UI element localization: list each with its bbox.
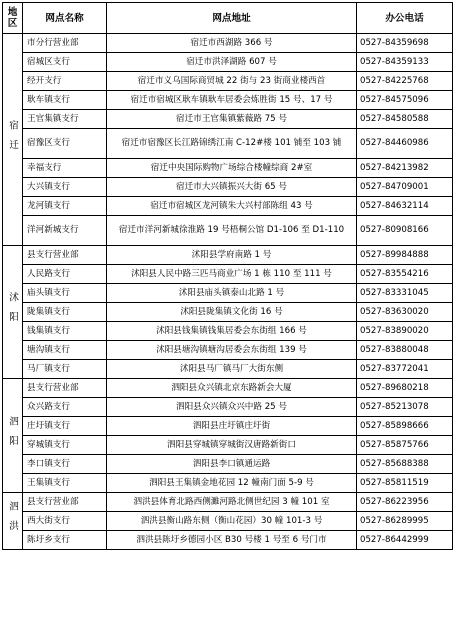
branch-name-cell: 幸福支行: [23, 159, 107, 178]
table-row: [3, 34, 453, 53]
table-row: [3, 91, 453, 110]
branch-address-cell: 泗阳县庄圩镇庄圩街: [107, 417, 357, 436]
branch-address-cell: 泗洪县衡山路东侧（衡山花园）30 幢 101-3 号: [107, 512, 357, 531]
table-row: [3, 493, 453, 512]
branch-address-cell: 泗洪县陈圩乡德园小区 B30 号楼 1 号至 6 号门市: [107, 531, 357, 550]
table-row: [3, 178, 453, 197]
branch-address-cell: 沭阳县人民中路三匹马商业广场 1 栋 110 至 111 号: [107, 265, 357, 284]
branch-address-cell: 宿迁市王官集镇紫薇路 75 号: [107, 110, 357, 129]
table-row: [3, 455, 453, 474]
table-row: [3, 246, 453, 265]
header-region: 地区: [3, 3, 23, 34]
region-cell: 沭阳: [3, 246, 23, 379]
branch-address-cell: 泗洪县体育北路西侧濉河路北侧世纪园 3 幢 101 室: [107, 493, 357, 512]
table-row: [3, 197, 453, 216]
table-row: [3, 284, 453, 303]
branch-name-cell: 县支行营业部: [23, 493, 107, 512]
branch-name-cell: 塘沟镇支行: [23, 341, 107, 360]
branch-phone-cell: 0527-86289995: [357, 512, 453, 531]
table-row: [3, 379, 453, 398]
branch-address-cell: 宿迁市洋河新城徐淮路 19 号梧桐公馆 D1-106 至 D1-110: [107, 216, 357, 246]
branch-name-cell: 龙河镇支行: [23, 197, 107, 216]
branch-address-cell: 宿迁市大兴镇振兴大街 65 号: [107, 178, 357, 197]
branch-name-cell: 众兴路支行: [23, 398, 107, 417]
table-row: [3, 303, 453, 322]
branch-name-cell: 王官集镇支行: [23, 110, 107, 129]
branch-address-cell: 宿迁市义乌国际商贸城 22 街与 23 街商业楼西首: [107, 72, 357, 91]
table-row: [3, 531, 453, 550]
region-cell: 宿迁: [3, 34, 23, 246]
table-row: [3, 417, 453, 436]
header-name: 网点名称: [23, 3, 107, 34]
branch-phone-cell: 0527-85688388: [357, 455, 453, 474]
table-row: [3, 474, 453, 493]
branch-name-cell: 宿豫区支行: [23, 129, 107, 159]
branch-name-cell: 市分行营业部: [23, 34, 107, 53]
branch-phone-cell: 0527-83630020: [357, 303, 453, 322]
branch-name-cell: 耿车镇支行: [23, 91, 107, 110]
branch-phone-cell: 0527-84575096: [357, 91, 453, 110]
branch-phone-cell: 0527-84709001: [357, 178, 453, 197]
branch-table: [2, 2, 453, 550]
branch-name-cell: 县支行营业部: [23, 246, 107, 265]
branch-address-cell: 宿迁市西湖路 366 号: [107, 34, 357, 53]
branch-address-cell: 泗阳县众兴镇众兴中路 25 号: [107, 398, 357, 417]
branch-phone-cell: 0527-83880048: [357, 341, 453, 360]
branch-name-cell: 大兴镇支行: [23, 178, 107, 197]
branch-address-cell: 宿迁市宿城区龙河镇朱大兴村部陈组 43 号: [107, 197, 357, 216]
branch-name-cell: 西大街支行: [23, 512, 107, 531]
header-phone: 办公电话: [357, 3, 453, 34]
branch-name-cell: 马厂镇支行: [23, 360, 107, 379]
region-cell: 泗洪: [3, 493, 23, 550]
header-address: 网点地址: [107, 3, 357, 34]
table-row: [3, 341, 453, 360]
header-row: [3, 3, 453, 34]
branch-phone-cell: 0527-84359133: [357, 53, 453, 72]
table-row: [3, 436, 453, 455]
branch-address-cell: 泗阳县穿城镇穿城街汉唐路新街口: [107, 436, 357, 455]
branch-phone-cell: 0527-84213982: [357, 159, 453, 178]
table-row: [3, 360, 453, 379]
branch-address-cell: 沭阳县庙头镇泰山北路 1 号: [107, 284, 357, 303]
branch-address-cell: 宿迁中央国际购物广场综合楼幢综商 2#室: [107, 159, 357, 178]
branch-address-cell: 宿迁市洪泽湖路 607 号: [107, 53, 357, 72]
branch-phone-cell: 0527-83772041: [357, 360, 453, 379]
branch-phone-cell: 0527-89984888: [357, 246, 453, 265]
branch-phone-cell: 0527-85875766: [357, 436, 453, 455]
branch-phone-cell: 0527-84225768: [357, 72, 453, 91]
branch-name-cell: 陇集镇支行: [23, 303, 107, 322]
branch-address-cell: 宿迁市宿城区耿车镇耿车居委会炼胜街 15 号、17 号: [107, 91, 357, 110]
branch-phone-cell: 0527-80908166: [357, 216, 453, 246]
branch-address-cell: 宿迁市宿豫区长江路锦绣江南 C-12#楼 101 铺至 103 铺: [107, 129, 357, 159]
table-body: [3, 34, 453, 550]
region-cell: 泗阳: [3, 379, 23, 493]
branch-phone-cell: 0527-83554216: [357, 265, 453, 284]
branch-phone-cell: 0527-85811519: [357, 474, 453, 493]
branch-address-cell: 沭阳县陇集镇文化街 16 号: [107, 303, 357, 322]
branch-phone-cell: 0527-84359698: [357, 34, 453, 53]
branch-address-cell: 泗阳县王集镇金地花园 12 幢南门面 5-9 号: [107, 474, 357, 493]
branch-name-cell: 陈圩乡支行: [23, 531, 107, 550]
branch-address-cell: 泗阳县李口镇通运路: [107, 455, 357, 474]
branch-phone-cell: 0527-89680218: [357, 379, 453, 398]
branch-name-cell: 人民路支行: [23, 265, 107, 284]
branch-phone-cell: 0527-84580588: [357, 110, 453, 129]
branch-address-cell: 沭阳县塘沟镇塘沟居委会东街组 139 号: [107, 341, 357, 360]
table-row: [3, 322, 453, 341]
branch-name-cell: 县支行营业部: [23, 379, 107, 398]
branch-phone-cell: 0527-85898666: [357, 417, 453, 436]
branch-phone-cell: 0527-85213078: [357, 398, 453, 417]
branch-name-cell: 宿城区支行: [23, 53, 107, 72]
branch-phone-cell: 0527-86223956: [357, 493, 453, 512]
branch-phone-cell: 0527-83890020: [357, 322, 453, 341]
table-row: [3, 159, 453, 178]
branch-phone-cell: 0527-83331045: [357, 284, 453, 303]
branch-phone-cell: 0527-84632114: [357, 197, 453, 216]
branch-name-cell: 穿城镇支行: [23, 436, 107, 455]
branch-name-cell: 钱集镇支行: [23, 322, 107, 341]
branch-name-cell: 洋河新城支行: [23, 216, 107, 246]
table-row: [3, 53, 453, 72]
branch-address-cell: 泗阳县众兴镇北京东路新会大厦: [107, 379, 357, 398]
branch-phone-cell: 0527-86442999: [357, 531, 453, 550]
table-row: [3, 216, 453, 246]
branch-address-cell: 沭阳县钱集镇钱集居委会东街组 166 号: [107, 322, 357, 341]
branch-name-cell: 庙头镇支行: [23, 284, 107, 303]
branch-name-cell: 庄圩镇支行: [23, 417, 107, 436]
branch-address-cell: 沭阳县马厂镇马厂大街东侧: [107, 360, 357, 379]
branch-address-cell: 沭阳县学府南路 1 号: [107, 246, 357, 265]
table-row: [3, 72, 453, 91]
table-row: [3, 265, 453, 284]
branch-name-cell: 王集镇支行: [23, 474, 107, 493]
branch-name-cell: 李口镇支行: [23, 455, 107, 474]
branch-phone-cell: 0527-84460986: [357, 129, 453, 159]
table-row: [3, 129, 453, 159]
table-row: [3, 398, 453, 417]
table-row: [3, 110, 453, 129]
branch-name-cell: 经开支行: [23, 72, 107, 91]
table-row: [3, 512, 453, 531]
